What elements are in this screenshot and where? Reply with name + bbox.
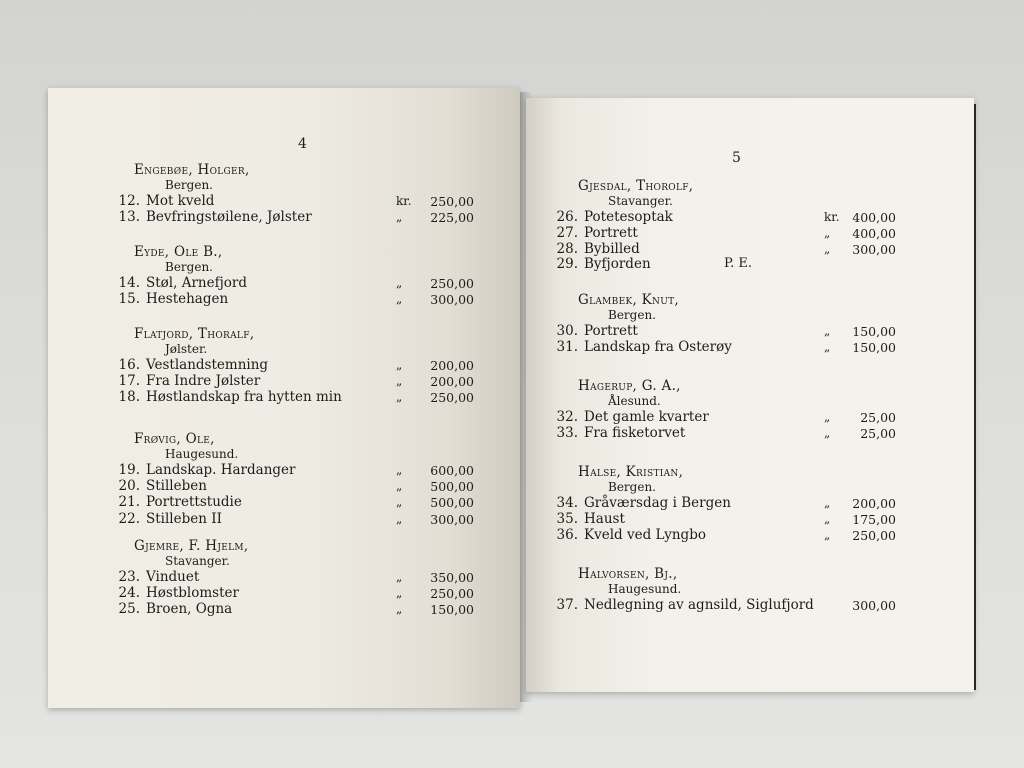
entry-price: 250,00: [852, 527, 896, 543]
artist-city: Bergen.: [165, 260, 213, 274]
currency-mark: „: [396, 390, 403, 405]
entry-title: Broen, Ogna: [146, 601, 233, 618]
entry-number: 16.: [118, 357, 140, 373]
entry-number: 36.: [556, 526, 578, 543]
entry-title: Stilleben II: [146, 510, 222, 527]
catalogue-entry: [550, 209, 950, 225]
entry-price: 150,00: [852, 339, 896, 355]
entry-price: 300,00: [852, 241, 896, 257]
entry-title: Bybilled: [584, 240, 640, 257]
entry-title: Portrettstudie: [146, 494, 242, 511]
entry-price: 300,00: [430, 511, 474, 527]
entry-number: 25.: [118, 601, 140, 618]
entry-number: 26.: [556, 209, 578, 225]
currency-mark: „: [396, 570, 403, 584]
catalogue-entry: [550, 597, 950, 613]
catalogue-entry: [112, 569, 512, 585]
currency-mark: „: [824, 241, 831, 256]
entry-number: 19.: [118, 462, 140, 478]
entry-number: 37.: [556, 597, 578, 613]
catalogue-entry: [550, 495, 950, 511]
entry-number: 14.: [118, 275, 140, 291]
currency-mark: „: [396, 586, 403, 601]
entry-price: 500,00: [430, 479, 474, 495]
catalogue-entry: [112, 601, 512, 617]
entry-number: 27.: [556, 224, 578, 241]
catalogue-entry: [550, 511, 950, 527]
entry-number: 13.: [118, 209, 140, 226]
currency-mark: „: [396, 511, 403, 526]
entry-title: Bevfringstøilene, Jølster: [146, 209, 312, 226]
entry-title: Det gamle kvarter: [584, 409, 709, 425]
artist-name: Eyde, Ole B.,: [134, 244, 223, 260]
entry-title: Mot kveld: [146, 193, 215, 209]
entry-price: 500,00: [430, 495, 474, 511]
entry-number: 34.: [556, 495, 578, 511]
currency-mark: „: [824, 527, 831, 542]
entry-title: Landskap fra Osterøy: [584, 338, 732, 355]
entry-number: 31.: [556, 338, 578, 355]
currency-mark: „: [824, 225, 831, 240]
entry-number: 17.: [118, 373, 140, 390]
entry-price: 200,00: [430, 374, 474, 390]
entry-title: Haust: [584, 510, 625, 527]
entry-price: 200,00: [852, 496, 896, 511]
catalogue-entry: [550, 409, 950, 425]
artist-city: Bergen.: [165, 178, 213, 192]
artist-name: Flatjord, Thoralf,: [134, 326, 255, 342]
entry-price: 200,00: [430, 358, 474, 373]
entry-price: 400,00: [852, 225, 896, 241]
entry-title: Portrett: [584, 224, 638, 241]
artist-city: Bergen.: [608, 480, 656, 494]
artist-name: Glambek, Knut,: [578, 292, 680, 308]
page-number: 5: [732, 150, 741, 166]
entry-price: 150,00: [852, 324, 896, 339]
entry-note: P. E.: [724, 256, 752, 272]
currency-mark: „: [396, 292, 403, 307]
currency-mark: „: [824, 324, 831, 338]
catalogue-entry: [112, 511, 512, 527]
entry-price: 400,00: [852, 210, 896, 225]
page-number: 4: [298, 136, 307, 152]
artist-name: Gjesdal, Thorolf,: [578, 178, 694, 194]
entry-title: Landskap. Hardanger: [146, 462, 296, 478]
currency-mark: „: [396, 210, 403, 225]
catalogue-entry: [112, 209, 512, 225]
currency-mark: „: [396, 374, 403, 389]
entry-title: Stilleben: [146, 478, 207, 495]
entry-number: 15.: [118, 291, 140, 308]
entry-number: 33.: [556, 424, 578, 441]
entry-number: 22.: [118, 510, 140, 527]
catalogue-entry: [550, 225, 950, 241]
catalogue-entry: [550, 425, 950, 441]
entry-number: 24.: [118, 585, 140, 602]
artist-city: Stavanger.: [165, 554, 230, 568]
currency-mark: „: [824, 425, 831, 440]
entry-price: 300,00: [430, 292, 474, 308]
entry-price: 150,00: [430, 602, 474, 618]
entry-price: 250,00: [430, 194, 474, 209]
currency-mark: kr.: [824, 210, 840, 224]
currency-mark: „: [396, 463, 403, 477]
entry-price: 300,00: [852, 598, 896, 613]
entry-price: 250,00: [430, 586, 474, 602]
artist-city: Stavanger.: [608, 194, 673, 208]
catalogue-entry: [112, 357, 512, 373]
entry-number: 12.: [118, 193, 140, 209]
currency-mark: „: [396, 479, 403, 494]
entry-title: Nedlegning av agnsild, Siglufjord: [584, 597, 814, 613]
artist-city: Haugesund.: [608, 582, 682, 596]
currency-mark: „: [824, 496, 831, 510]
artist-name: Frøvig, Ole,: [134, 431, 215, 447]
currency-mark: „: [396, 602, 403, 617]
entry-price: 225,00: [430, 210, 474, 226]
entry-title: Potetesoptak: [584, 209, 673, 225]
catalogue-entry: [112, 389, 512, 405]
currency-mark: „: [396, 276, 403, 290]
entry-title: Hestehagen: [146, 291, 229, 308]
catalogue-entry: [112, 373, 512, 389]
catalogue-entry: [112, 494, 512, 510]
artist-name: Halvorsen, Bj.,: [578, 566, 678, 582]
entry-number: 35.: [556, 510, 578, 527]
entry-title: Høstlandskap fra hytten min: [146, 389, 342, 406]
artist-name: Engebøe, Holger,: [134, 162, 250, 178]
entry-price: 600,00: [430, 463, 474, 478]
entry-number: 32.: [556, 409, 578, 425]
catalogue-entry: [550, 241, 950, 257]
entry-number: 21.: [118, 494, 140, 511]
catalogue-entry: [112, 275, 512, 291]
catalogue-entry: [550, 527, 950, 543]
entry-price: 25,00: [860, 425, 896, 441]
artist-name: Hagerup, G. A.,: [578, 378, 681, 394]
right-page: [526, 98, 974, 692]
artist-city: Ålesund.: [608, 394, 661, 408]
entry-number: 29.: [556, 256, 578, 273]
entry-title: Høstblomster: [146, 585, 239, 602]
catalogue-entry: [550, 339, 950, 355]
currency-mark: „: [396, 358, 403, 372]
entry-title: Vestlandstemning: [146, 357, 269, 373]
entry-number: 30.: [556, 323, 578, 339]
entry-price: 175,00: [852, 511, 896, 527]
currency-mark: „: [824, 339, 831, 354]
entry-title: Fra Indre Jølster: [146, 373, 261, 390]
catalogue-entry: [112, 193, 512, 209]
catalogue-entry: [112, 585, 512, 601]
entry-price: 25,00: [860, 410, 896, 425]
catalogue-entry: [112, 291, 512, 307]
entry-price: 250,00: [430, 390, 474, 406]
entry-title: Portrett: [584, 323, 638, 339]
currency-mark: „: [396, 495, 403, 510]
left-page: [48, 88, 520, 708]
catalogue-entry: [112, 478, 512, 494]
artist-name: Gjemre, F. Hjelm,: [134, 538, 249, 554]
catalogue-entry: [550, 323, 950, 339]
entry-title: Vinduet: [146, 569, 200, 585]
artist-city: Jølster.: [165, 342, 208, 356]
catalogue-entry: [550, 256, 950, 272]
catalogue-entry: [112, 462, 512, 478]
artist-city: Bergen.: [608, 308, 656, 322]
currency-mark: „: [824, 511, 831, 526]
entry-title: Støl, Arnefjord: [146, 275, 247, 291]
entry-price: 250,00: [430, 276, 474, 291]
artist-city: Haugesund.: [165, 447, 239, 461]
entry-title: Gråværsdag i Bergen: [584, 495, 731, 511]
currency-mark: „: [824, 410, 831, 424]
entry-number: 28.: [556, 240, 578, 257]
entry-title: Kveld ved Lyngbo: [584, 526, 706, 543]
entry-title: Fra fisketorvet: [584, 424, 686, 441]
entry-number: 20.: [118, 478, 140, 495]
entry-price: 350,00: [430, 570, 474, 585]
artist-name: Halse, Kristian,: [578, 464, 684, 480]
entry-title: Byfjorden: [584, 256, 651, 273]
entry-number: 18.: [118, 389, 140, 406]
currency-mark: kr.: [396, 194, 412, 208]
entry-number: 23.: [118, 569, 140, 585]
